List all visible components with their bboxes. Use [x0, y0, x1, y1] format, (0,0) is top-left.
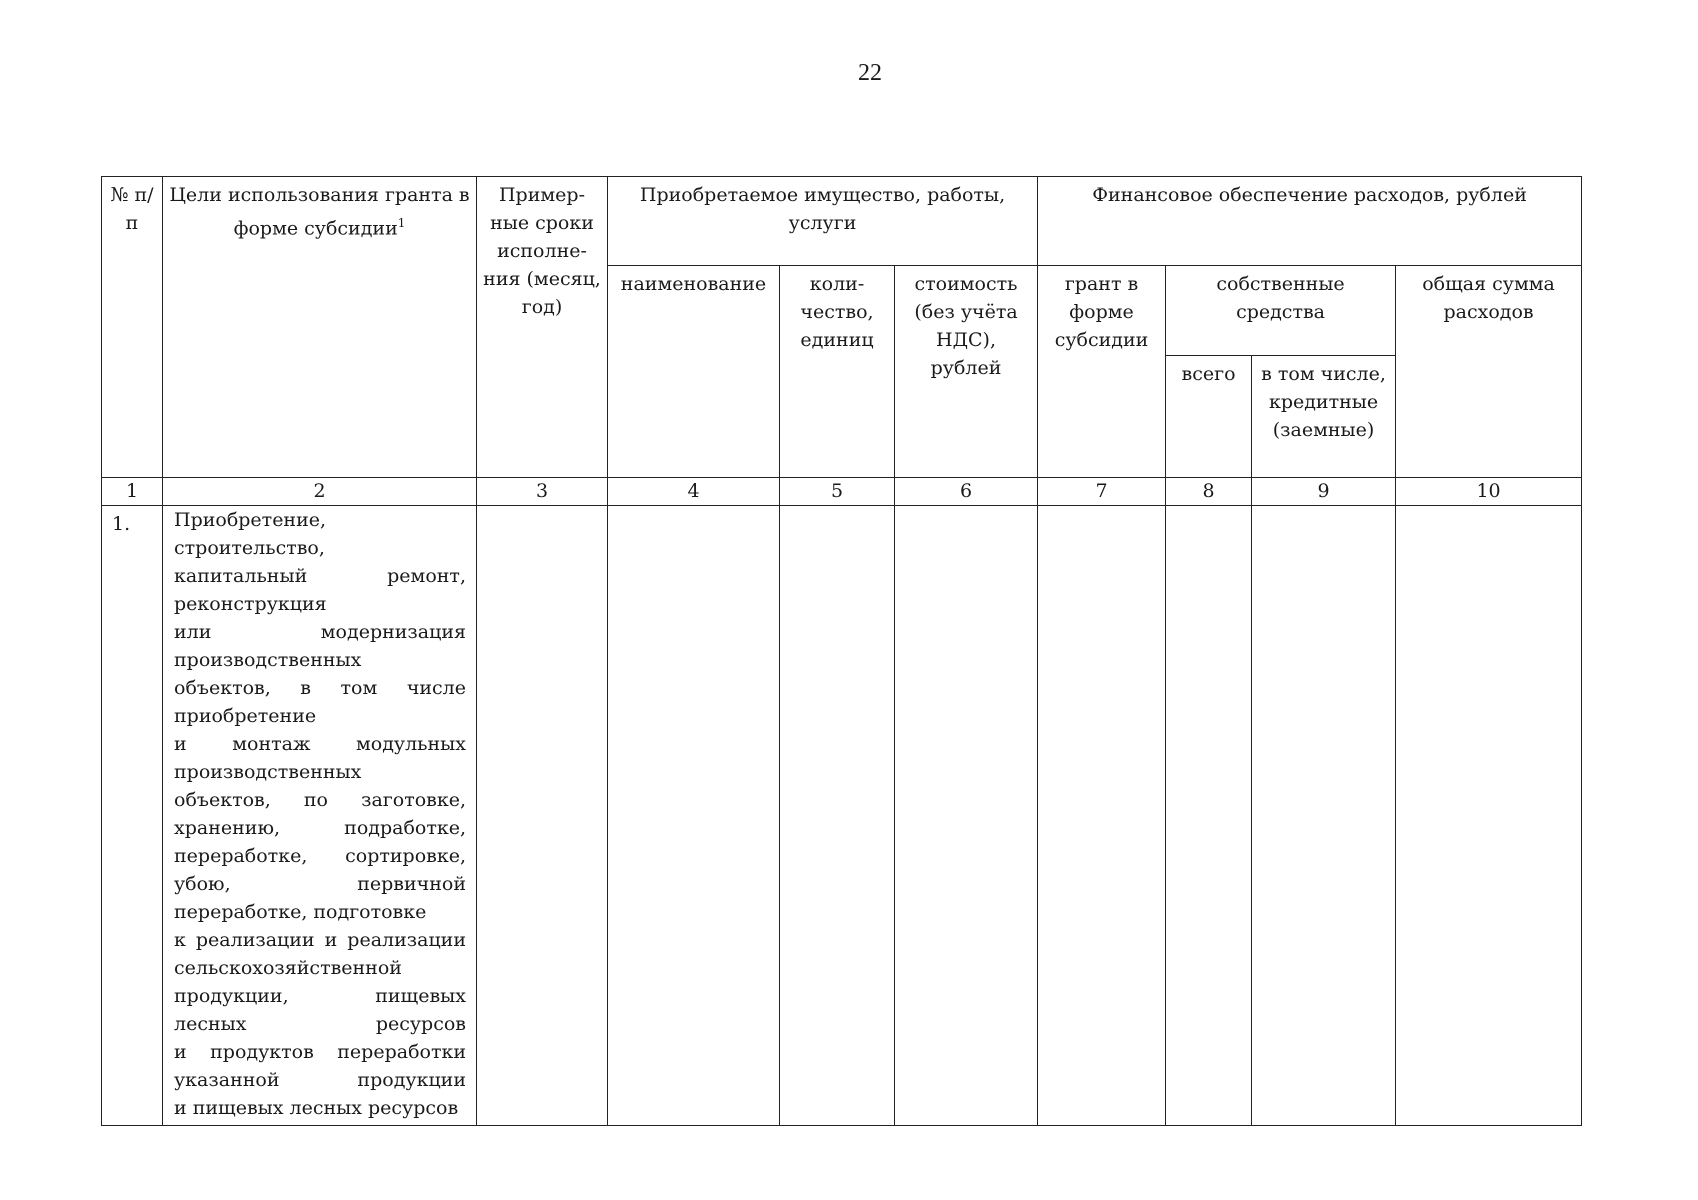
goal-text-line: хранению, подработке,: [174, 817, 466, 839]
header-deadlines: Пример-ные сроки исполне-ния (месяц, год): [477, 177, 608, 478]
header-own-total: всего: [1166, 356, 1252, 478]
column-numbers-row: [102, 478, 1582, 506]
row-own-total-cell[interactable]: [1166, 506, 1252, 1126]
row-goal-lines: [174, 506, 466, 1122]
goal-text-line: объектов, в том числе: [174, 677, 466, 699]
goal-text-line: лесных ресурсов: [174, 1013, 466, 1035]
column-number: 4: [608, 478, 780, 506]
goal-text-line: сельскохозяйственной: [174, 957, 402, 979]
goal-text-line: и монтаж модульных: [174, 733, 466, 755]
row-grant-cell[interactable]: [1038, 506, 1166, 1126]
column-number: 8: [1166, 478, 1252, 506]
column-number: 1: [102, 478, 163, 506]
goal-text-line: реконструкция: [174, 593, 327, 615]
header-total-expenses: общая сумма расходов: [1396, 266, 1582, 478]
row-goal: [163, 506, 477, 1126]
goal-text-line: переработке, сортировке,: [174, 845, 466, 867]
header-item-name: наименование: [608, 266, 780, 478]
column-number: 3: [477, 478, 608, 506]
goal-text-line: приобретение: [174, 705, 317, 727]
row-total-cell[interactable]: [1396, 506, 1582, 1126]
header-goals: [163, 177, 477, 478]
column-number: 9: [1252, 478, 1396, 506]
header-row-number: № п/п: [102, 177, 163, 478]
header-goals-text: Цели использования гранта в форме субсидии: [169, 184, 470, 240]
header-group-finance: Финансовое обеспечение расходов, рублей: [1038, 177, 1582, 266]
column-number: 2: [163, 478, 477, 506]
column-number: 6: [895, 478, 1038, 506]
goal-text-line: Приобретение,: [174, 509, 327, 531]
goal-text-line: к реализации и реализации: [174, 929, 466, 951]
goal-text-line: или модернизация: [174, 621, 466, 643]
row-own-credit-cell[interactable]: [1252, 506, 1396, 1126]
goal-text-line: продукции, пищевых: [174, 985, 466, 1007]
header-own-credit: в том числе, кредитные (заемные): [1252, 356, 1396, 478]
goal-text-line: и продуктов переработки: [174, 1041, 466, 1063]
header-quantity: коли-чество, единиц: [780, 266, 895, 478]
row-quantity-cell[interactable]: [780, 506, 895, 1126]
column-number: 5: [780, 478, 895, 506]
header-group-own-funds: собственные средства: [1166, 266, 1396, 356]
row-cost-cell[interactable]: [895, 506, 1038, 1126]
grant-usage-table: [101, 176, 1582, 1126]
goal-text-line: производственных: [174, 761, 362, 783]
goal-text-line: производственных: [174, 649, 362, 671]
header-goals-footnote: 1: [397, 216, 406, 230]
header-grant: грант в форме субсидии: [1038, 266, 1166, 478]
goal-text-line: капитальный ремонт,: [174, 565, 466, 587]
column-number: 7: [1038, 478, 1166, 506]
goal-text-line: переработке, подготовке: [174, 901, 427, 923]
header-group-property: Приобретаемое имущество, работы, услуги: [608, 177, 1038, 266]
row-number: 1.: [102, 506, 163, 1126]
table-row: [102, 506, 1582, 1126]
goal-text-line: строительство,: [174, 537, 325, 559]
goal-text-line: указанной продукции: [174, 1069, 466, 1091]
column-number: 10: [1396, 478, 1582, 506]
row-item-name-cell[interactable]: [608, 506, 780, 1126]
header-cost: стоимость (без учёта НДС), рублей: [895, 266, 1038, 478]
goal-text-line: убою, первичной: [174, 873, 466, 895]
page-number: 22: [858, 60, 882, 86]
row-deadline-cell[interactable]: [477, 506, 608, 1126]
goal-text-line: объектов, по заготовке,: [174, 789, 466, 811]
goal-text-line: и пищевых лесных ресурсов: [174, 1097, 459, 1119]
